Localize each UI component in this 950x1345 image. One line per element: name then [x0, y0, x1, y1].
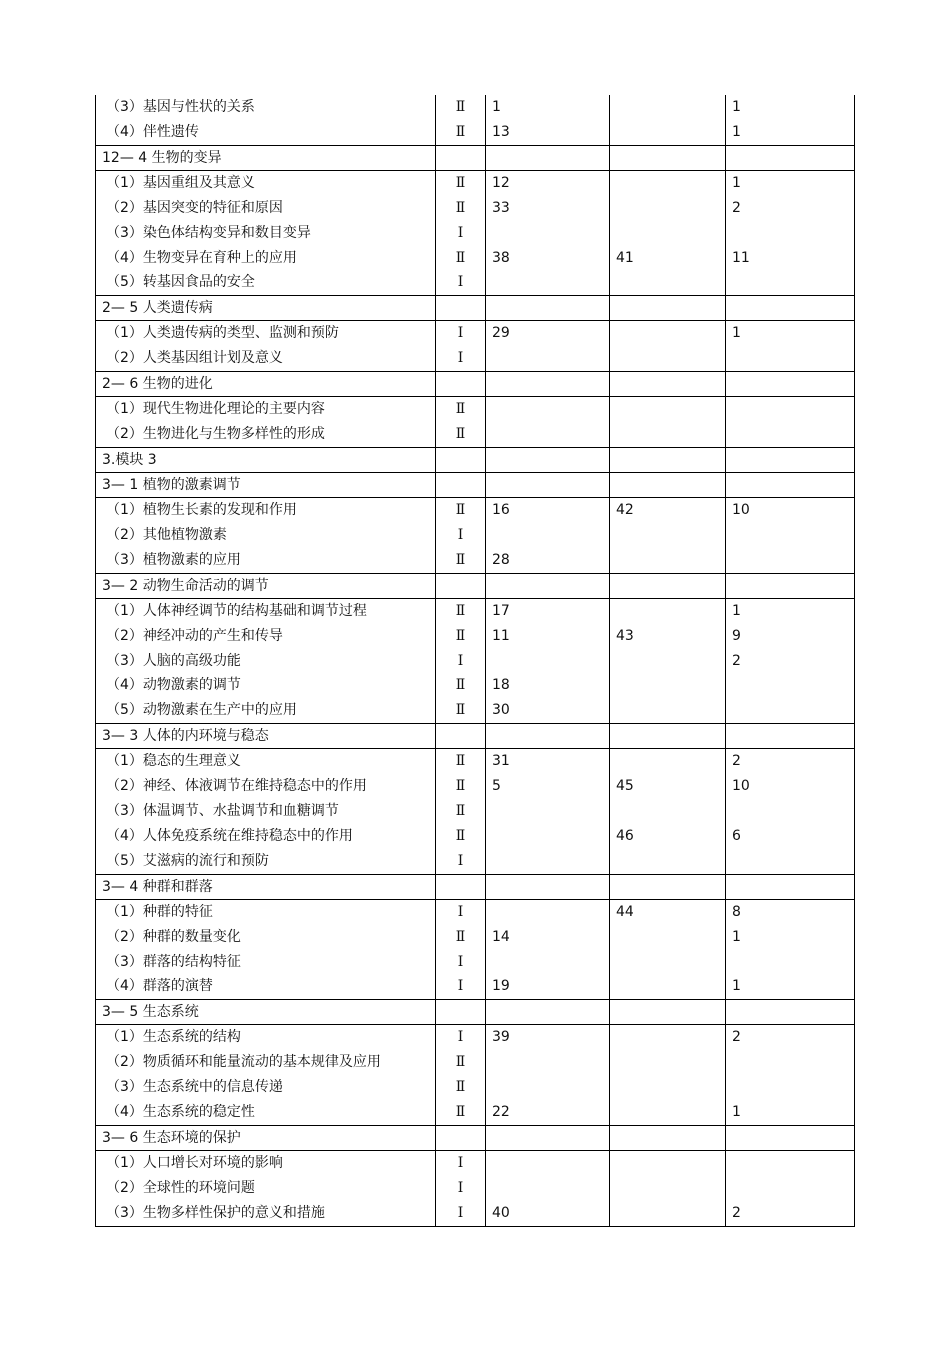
question-number-cell-a: 5: [492, 778, 501, 795]
table-row: [96, 673, 855, 698]
score-cell: 9: [732, 627, 741, 644]
table-row: [96, 1075, 855, 1100]
level-cell: Ⅱ: [455, 99, 466, 115]
table-row: [96, 1050, 855, 1075]
section-row: [96, 724, 855, 749]
question-number-cell-a: 22: [492, 1104, 510, 1121]
table-row: [96, 497, 855, 522]
question-number-cell-a: 30: [492, 702, 510, 719]
topic-cell: （3）植物激素的应用: [106, 551, 241, 568]
level-cell: Ⅱ: [455, 123, 466, 140]
syllabus-table: [95, 95, 855, 1227]
topic-cell: （1）现代生物进化理论的主要内容: [106, 401, 325, 418]
table-row: [96, 824, 855, 849]
topic-cell: 3— 1 植物的激素调节: [102, 476, 241, 493]
score-cell: 2: [732, 1204, 741, 1221]
level-cell: Ⅱ: [455, 249, 466, 266]
question-number-cell-a: 17: [492, 602, 510, 619]
score-cell: 11: [732, 249, 750, 266]
table-row: [96, 321, 855, 346]
level-cell: Ⅱ: [455, 1104, 466, 1121]
table-row: [96, 196, 855, 221]
topic-cell: （2）物质循环和能量流动的基本规律及应用: [106, 1054, 381, 1071]
level-cell: Ⅰ: [457, 325, 464, 342]
topic-cell: （2）基因突变的特征和原因: [106, 199, 283, 216]
topic-cell: （2）全球性的环境问题: [106, 1179, 255, 1196]
topic-cell: 3— 4 种群和群落: [102, 878, 213, 895]
level-cell: Ⅱ: [455, 1054, 466, 1071]
topic-cell: （3）生物多样性保护的意义和措施: [106, 1204, 325, 1221]
level-cell: Ⅱ: [455, 1079, 466, 1096]
topic-cell: （5）艾滋病的流行和预防: [106, 852, 269, 869]
score-cell: 2: [732, 753, 741, 770]
table-row: [96, 1151, 855, 1176]
topic-cell: 3— 6 生态环境的保护: [102, 1130, 241, 1146]
section-row: [96, 573, 855, 598]
topic-cell: （1）种群的特征: [106, 903, 213, 920]
table-row: [96, 397, 855, 422]
question-number-cell-b: 46: [616, 827, 634, 844]
question-number-cell-a: 14: [492, 928, 510, 945]
topic-cell: （1）植物生长素的发现和作用: [106, 501, 297, 518]
topic-cell: （1）基因重组及其意义: [106, 174, 255, 191]
topic-cell: （1）人口增长对环境的影响: [106, 1155, 283, 1171]
topic-cell: （3）基因与性状的关系: [106, 99, 255, 115]
level-cell: Ⅰ: [457, 1179, 464, 1196]
section-row: [96, 372, 855, 397]
topic-cell: （4）伴性遗传: [106, 123, 199, 140]
table-row: [96, 170, 855, 195]
question-number-cell-a: 28: [492, 551, 510, 568]
table-row: [96, 221, 855, 246]
question-number-cell-b: 42: [616, 501, 634, 518]
table-row: [96, 950, 855, 975]
score-cell: 8: [732, 903, 741, 920]
score-cell: 1: [732, 602, 741, 619]
score-cell: 1: [732, 325, 741, 342]
level-cell: Ⅱ: [455, 426, 466, 443]
topic-cell: （2）神经、体液调节在维持稳态中的作用: [106, 778, 367, 795]
topic-cell: 3— 3 人体的内环境与稳态: [102, 728, 269, 745]
section-row: [96, 145, 855, 170]
question-number-cell-a: 18: [492, 677, 510, 694]
level-cell: Ⅰ: [457, 652, 464, 669]
question-number-cell-a: 13: [492, 123, 510, 140]
syllabus-table-body: [96, 95, 855, 1226]
question-number-cell-b: 44: [616, 903, 634, 920]
level-cell: Ⅰ: [457, 1155, 464, 1171]
level-cell: Ⅰ: [457, 274, 464, 291]
topic-cell: 2— 5 人类遗传病: [102, 300, 213, 317]
table-row: [96, 1100, 855, 1125]
question-number-cell-a: 38: [492, 249, 510, 266]
topic-cell: （5）转基因食品的安全: [106, 274, 255, 291]
level-cell: Ⅰ: [457, 224, 464, 241]
score-cell: 6: [732, 827, 741, 844]
level-cell: Ⅰ: [457, 903, 464, 920]
level-cell: Ⅱ: [455, 677, 466, 694]
score-cell: 2: [732, 652, 741, 669]
table-row: [96, 246, 855, 271]
section-row: [96, 1126, 855, 1151]
topic-cell: （3）染色体结构变异和数目变异: [106, 224, 311, 241]
level-cell: Ⅱ: [455, 174, 466, 191]
table-row: [96, 1025, 855, 1050]
table-row: [96, 799, 855, 824]
question-number-cell-a: 19: [492, 978, 510, 995]
table-row: [96, 523, 855, 548]
level-cell: Ⅰ: [457, 953, 464, 970]
question-number-cell-a: 11: [492, 627, 510, 644]
topic-cell: （1）稳态的生理意义: [106, 753, 241, 770]
level-cell: Ⅰ: [457, 1204, 464, 1221]
table-row: [96, 598, 855, 623]
table-row: [96, 649, 855, 674]
question-number-cell-a: 31: [492, 753, 510, 770]
level-cell: Ⅰ: [457, 978, 464, 995]
topic-cell: （1）人体神经调节的结构基础和调节过程: [106, 602, 367, 619]
topic-cell: （4）动物激素的调节: [106, 677, 241, 694]
topic-cell: （3）群落的结构特征: [106, 953, 241, 970]
topic-cell: （3）生态系统中的信息传递: [106, 1079, 283, 1096]
table-row: [96, 974, 855, 999]
topic-cell: （3）人脑的高级功能: [106, 652, 241, 669]
level-cell: Ⅱ: [455, 803, 466, 820]
level-cell: Ⅱ: [455, 928, 466, 945]
question-number-cell-a: 1: [492, 99, 501, 115]
section-row: [96, 1000, 855, 1025]
topic-cell: （1）生态系统的结构: [106, 1029, 241, 1046]
section-row: [96, 874, 855, 899]
score-cell: 1: [732, 99, 741, 115]
topic-cell: 12— 4 生物的变异: [102, 149, 222, 166]
topic-cell: （4）群落的演替: [106, 978, 213, 995]
score-cell: 2: [732, 1029, 741, 1046]
section-row: [96, 296, 855, 321]
level-cell: Ⅱ: [455, 827, 466, 844]
topic-cell: 2— 6 生物的进化: [102, 376, 213, 393]
level-cell: Ⅰ: [457, 526, 464, 543]
score-cell: 2: [732, 199, 741, 216]
table-row: [96, 270, 855, 295]
topic-cell: （4）生态系统的稳定性: [106, 1104, 255, 1121]
question-number-cell-b: 45: [616, 778, 634, 795]
topic-cell: （2）生物进化与生物多样性的形成: [106, 426, 325, 443]
level-cell: Ⅰ: [457, 350, 464, 367]
score-cell: 1: [732, 1104, 741, 1121]
table-row: [96, 849, 855, 874]
level-cell: Ⅱ: [455, 501, 466, 518]
question-number-cell-a: 39: [492, 1029, 510, 1046]
level-cell: Ⅱ: [455, 627, 466, 644]
question-number-cell-a: 12: [492, 174, 510, 191]
topic-cell: （1）人类遗传病的类型、监测和预防: [106, 325, 339, 342]
table-row: [96, 422, 855, 447]
table-row: [96, 899, 855, 924]
level-cell: Ⅰ: [457, 852, 464, 869]
question-number-cell-b: 43: [616, 627, 634, 644]
level-cell: Ⅰ: [457, 1029, 464, 1046]
topic-cell: （5）动物激素在生产中的应用: [106, 702, 297, 719]
level-cell: Ⅱ: [455, 602, 466, 619]
table-row: [96, 95, 855, 120]
table-row: [96, 925, 855, 950]
score-cell: 1: [732, 174, 741, 191]
level-cell: Ⅱ: [455, 551, 466, 568]
topic-cell: （2）人类基因组计划及意义: [106, 350, 283, 367]
level-cell: Ⅱ: [455, 702, 466, 719]
table-row: [96, 1201, 855, 1226]
topic-cell: 3— 2 动物生命活动的调节: [102, 577, 269, 594]
topic-cell: （3）体温调节、水盐调节和血糖调节: [106, 803, 339, 820]
topic-cell: （4）人体免疫系统在维持稳态中的作用: [106, 827, 353, 844]
table-row: [96, 1176, 855, 1201]
question-number-cell-a: 40: [492, 1204, 510, 1221]
score-cell: 1: [732, 928, 741, 945]
topic-cell: （2）其他植物激素: [106, 526, 227, 543]
topic-cell: 3— 5 生态系统: [102, 1004, 199, 1021]
topic-cell: 3.模块 3: [102, 451, 157, 468]
score-cell: 1: [732, 978, 741, 995]
score-cell: 10: [732, 501, 750, 518]
level-cell: Ⅱ: [455, 199, 466, 216]
question-number-cell-a: 16: [492, 501, 510, 518]
table-row: [96, 774, 855, 799]
table-row: [96, 624, 855, 649]
question-number-cell-b: 41: [616, 249, 634, 266]
table-row: [96, 120, 855, 145]
table-row: [96, 749, 855, 774]
topic-cell: （4）生物变异在育种上的应用: [106, 249, 297, 266]
question-number-cell-a: 29: [492, 325, 510, 342]
level-cell: Ⅱ: [455, 401, 466, 418]
topic-cell: （2）神经冲动的产生和传导: [106, 627, 283, 644]
table-row: [96, 698, 855, 723]
table-row: [96, 548, 855, 573]
level-cell: Ⅱ: [455, 778, 466, 795]
score-cell: 1: [732, 123, 741, 140]
question-number-cell-a: 33: [492, 199, 510, 216]
level-cell: Ⅱ: [455, 753, 466, 770]
section-row: [96, 472, 855, 497]
table-row: [96, 346, 855, 371]
section-row: [96, 447, 855, 472]
score-cell: 10: [732, 778, 750, 795]
topic-cell: （2）种群的数量变化: [106, 928, 241, 945]
